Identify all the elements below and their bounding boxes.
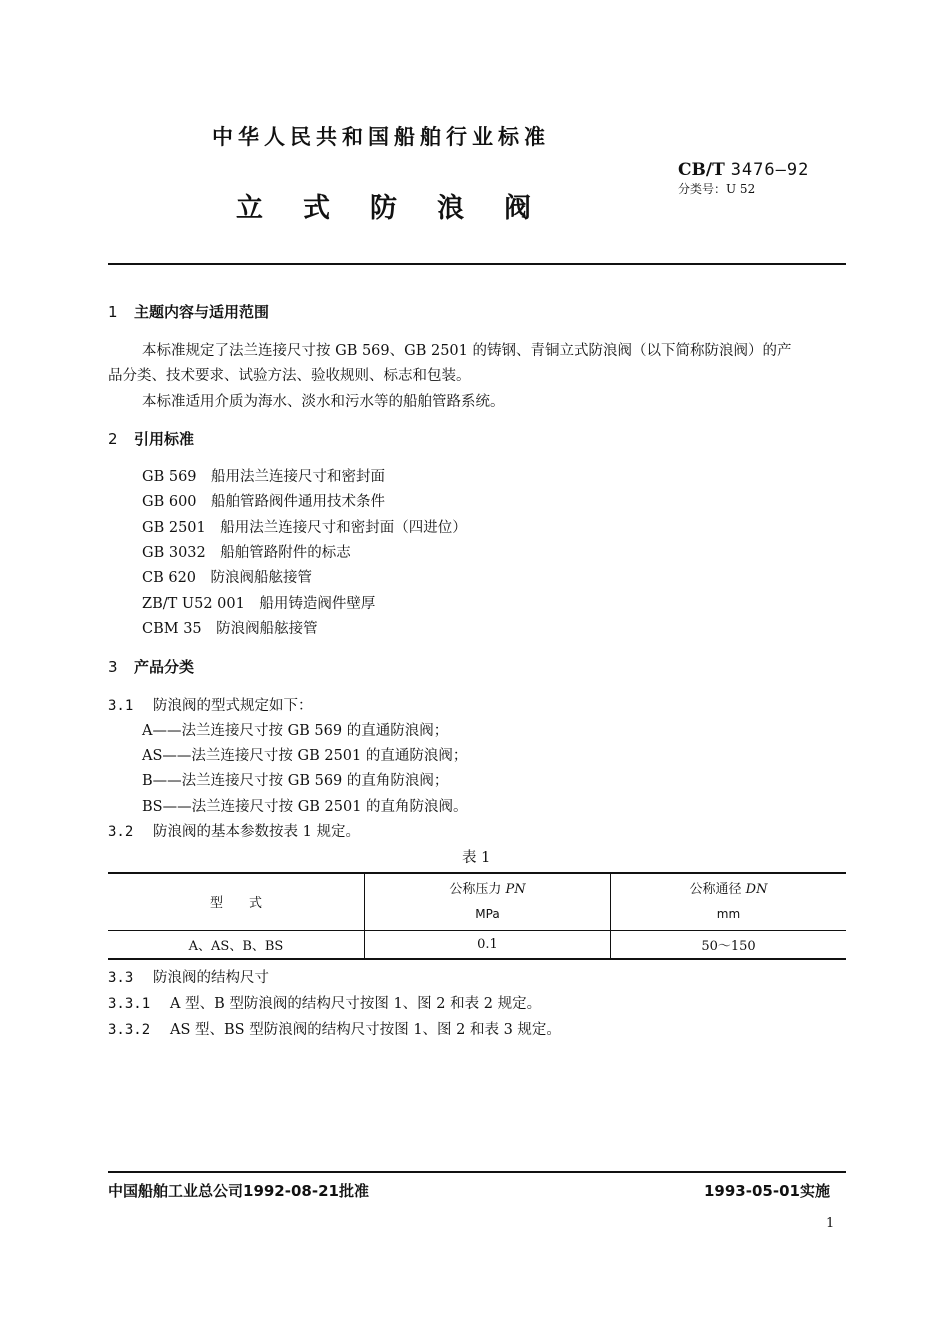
table-cell-diameter: 50～150	[611, 930, 847, 959]
type-definition: A——法兰连接尺寸按 GB 569 的直通防浪阀；	[142, 723, 449, 739]
type-definition: B——法兰连接尺寸按 GB 569 的直角防浪阀；	[142, 773, 449, 789]
section-3-title: 产品分类	[134, 658, 195, 676]
section-1-paragraph-1-line-2: 品分类、技术要求、试验方法、验收规则、标志和包装。	[108, 368, 471, 384]
nominal-pressure-unit: MPa	[475, 906, 500, 921]
issuing-body: 中华人民共和国船舶行业标准	[212, 125, 550, 149]
reference-item: GB 3032 船舶管路附件的标志	[142, 545, 351, 561]
clause-3-1	[108, 694, 313, 715]
section-2-number: 2	[108, 430, 118, 448]
section-1-paragraph-1-line-1: 本标准规定了法兰连接尺寸按 GB 569、GB 2501 的铸钢、青铜立式防浪阀（以下简称防浪阀）的产	[142, 343, 792, 359]
reference-item: CB 620 防浪阀船舷接管	[142, 570, 313, 586]
table-cell-pressure: 0.1	[365, 930, 611, 959]
clause-3-3-2-text: AS 型、BS 型防浪阀的结构尺寸按图 1、图 2 和表 3 规定。	[170, 1022, 561, 1038]
header-rule	[108, 263, 846, 265]
nominal-diameter-symbol: DN	[745, 881, 768, 897]
classification-number: 分类号：U 52	[678, 182, 756, 196]
reference-item: GB 569 船用法兰连接尺寸和密封面	[142, 469, 386, 485]
section-1-title: 主题内容与适用范围	[134, 303, 270, 321]
section-3-number: 3	[108, 658, 118, 676]
table-row	[108, 930, 846, 959]
clause-3-3-1-number: 3.3.1	[108, 996, 151, 1012]
header-type: 型 式	[209, 896, 262, 912]
clause-3-3-2	[108, 1018, 561, 1039]
table-header-row	[108, 873, 846, 930]
standard-code-prefix: CB/T	[678, 160, 725, 180]
table-caption: 表 1	[462, 850, 491, 866]
type-definition: BS——法兰连接尺寸按 GB 2501 的直角防浪阀。	[142, 799, 468, 815]
nominal-diameter-label: 公称通径	[689, 881, 742, 897]
clause-3-1-number: 3.1	[108, 698, 134, 714]
effective-date: 1993-05-01实施	[704, 1182, 830, 1200]
clause-3-3-number: 3.3	[108, 970, 134, 986]
section-1-heading	[108, 301, 269, 322]
header-nominal-diameter	[611, 873, 847, 930]
section-2-heading	[108, 428, 194, 449]
header-nominal-pressure	[365, 873, 611, 930]
reference-item: GB 600 船舶管路阀件通用技术条件	[142, 494, 386, 510]
clause-3-3	[108, 966, 269, 987]
clause-3-3-1-text: A 型、B 型防浪阀的结构尺寸按图 1、图 2 和表 2 规定。	[170, 996, 542, 1012]
clause-3-3-2-number: 3.3.2	[108, 1022, 151, 1038]
nominal-pressure-symbol: PN	[505, 881, 526, 897]
section-1-paragraph-2: 本标准适用介质为海水、淡水和污水等的船舶管路系统。	[142, 394, 505, 410]
approval-note: 中国船舶工业总公司1992-08-21批准	[108, 1182, 369, 1200]
clause-3-2-number: 3.2	[108, 824, 134, 840]
standard-code	[678, 160, 809, 180]
clause-3-2	[108, 820, 360, 841]
footer-rule	[108, 1171, 846, 1173]
type-definition: AS——法兰连接尺寸按 GB 2501 的直通防浪阀；	[142, 748, 468, 764]
nominal-diameter-unit: mm	[716, 906, 741, 921]
clause-3-3-text: 防浪阀的结构尺寸	[153, 970, 269, 986]
nominal-pressure-label: 公称压力	[449, 881, 502, 897]
reference-item: GB 2501 船用法兰连接尺寸和密封面（四进位）	[142, 520, 467, 536]
clause-3-2-text: 防浪阀的基本参数按表 1 规定。	[153, 824, 360, 840]
section-1-number: 1	[108, 303, 118, 321]
page-number: 1	[826, 1216, 835, 1231]
reference-item: CBM 35 防浪阀船舷接管	[142, 621, 318, 637]
standard-code-number: 3476—92	[730, 160, 810, 180]
document-title: 立式防浪阀	[236, 193, 571, 224]
reference-item: ZB/T U52 001 船用铸造阀件壁厚	[142, 596, 376, 612]
section-3-heading	[108, 656, 194, 677]
section-2-title: 引用标准	[134, 430, 195, 448]
table-cell-type: A、AS、B、BS	[188, 938, 284, 954]
parameters-table	[108, 872, 846, 960]
clause-3-1-text: 防浪阀的型式规定如下：	[153, 698, 313, 714]
clause-3-3-1	[108, 992, 541, 1013]
